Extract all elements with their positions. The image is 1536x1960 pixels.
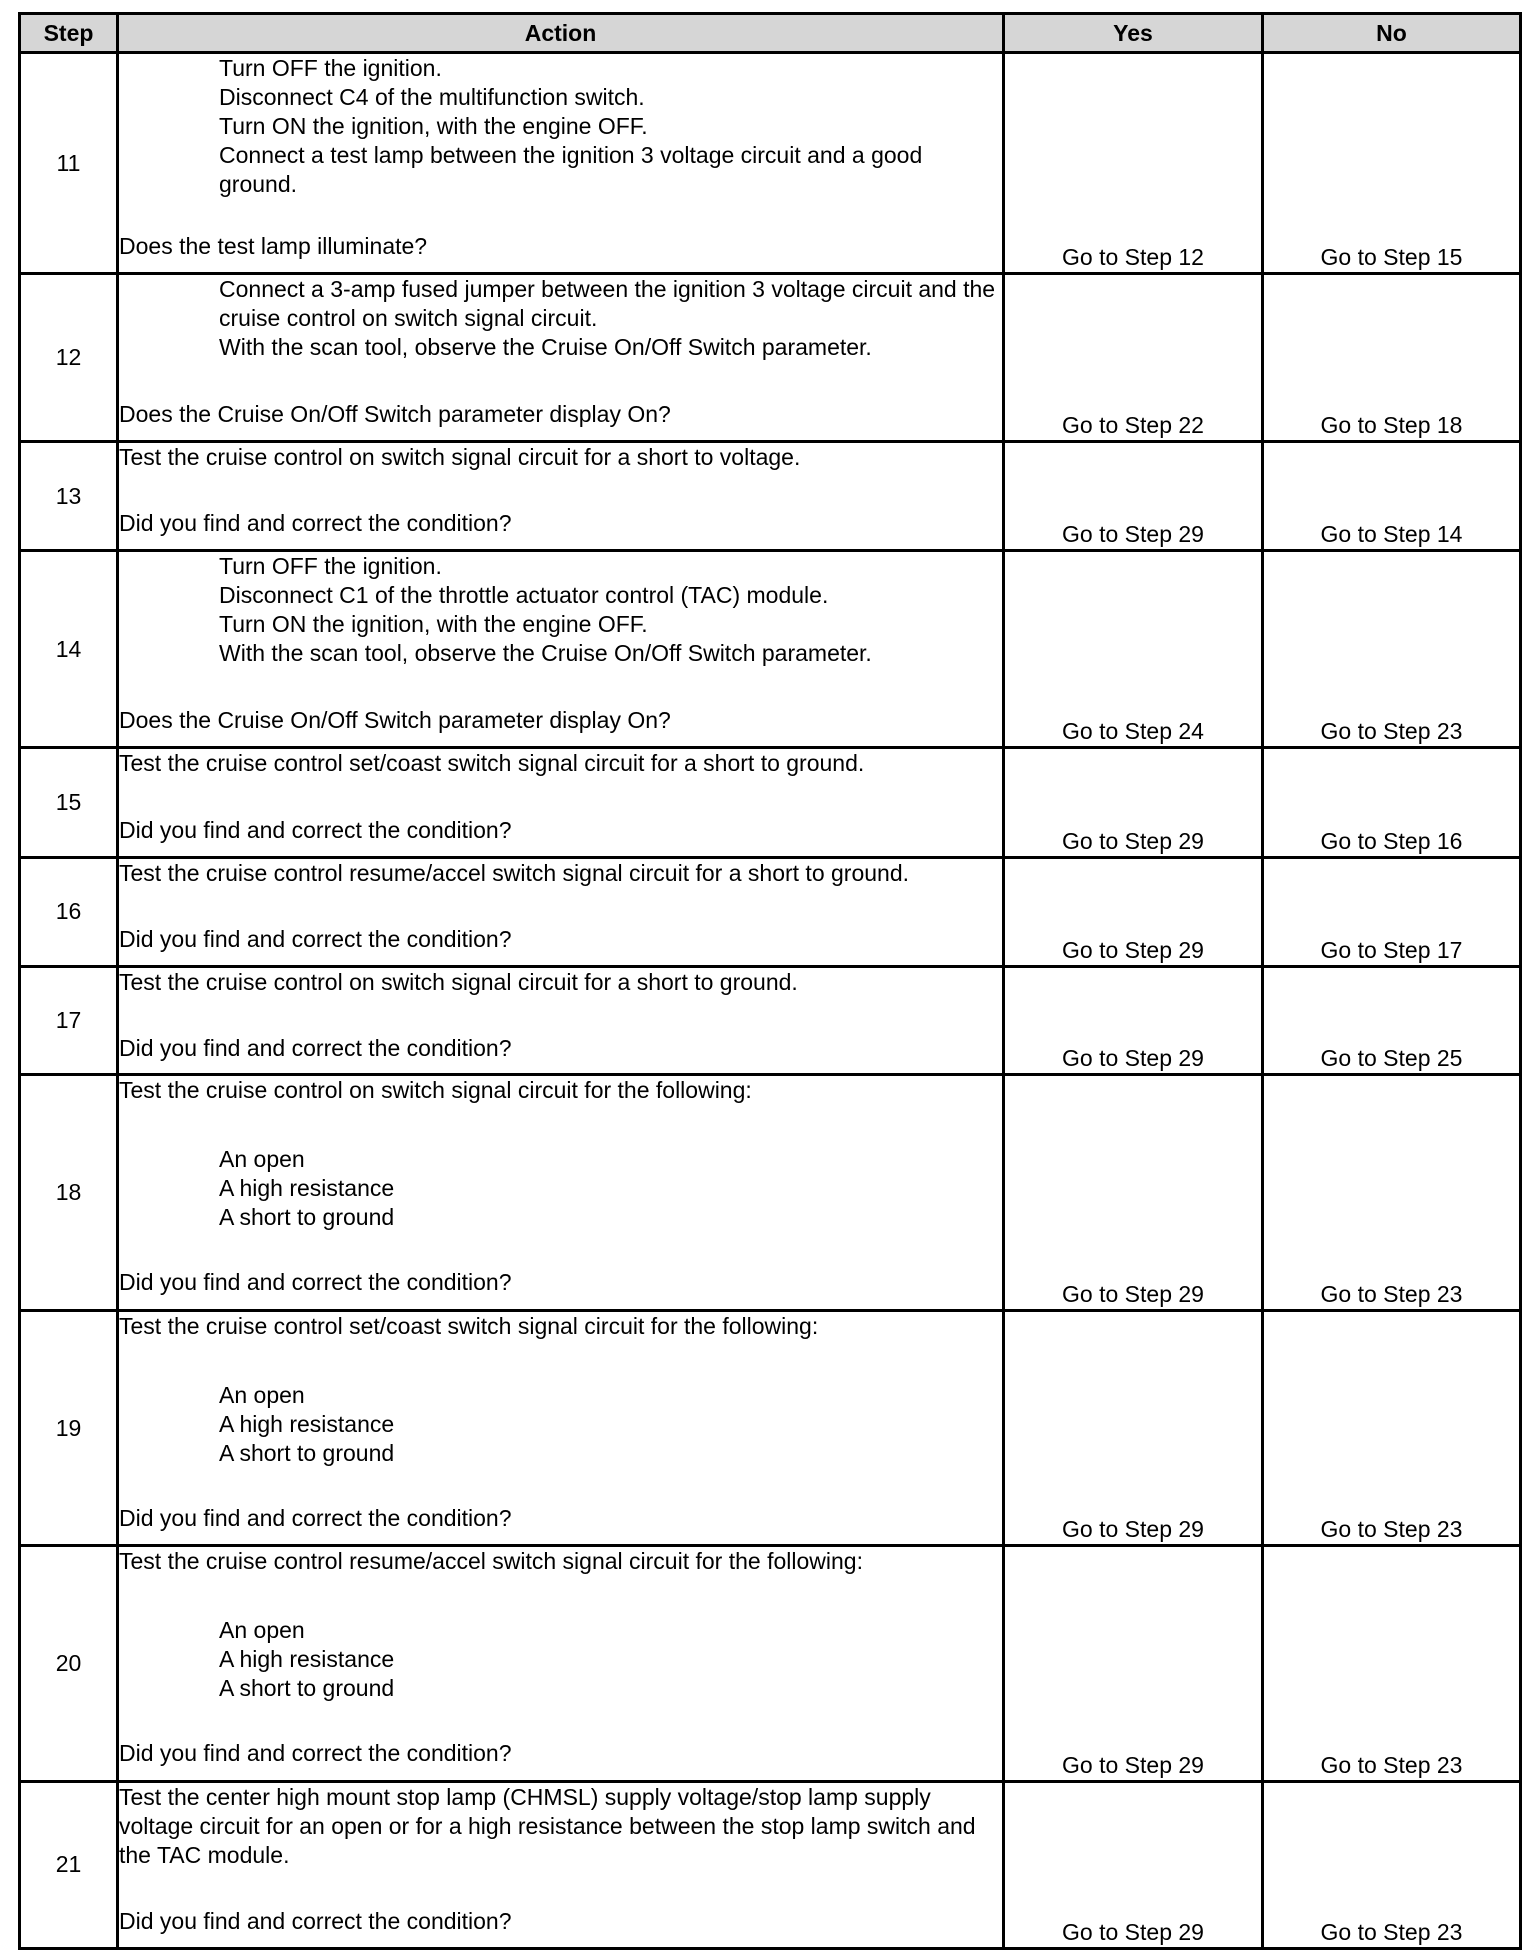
spacer — [119, 888, 1002, 925]
action-cell — [118, 1781, 1004, 1948]
yes-result: Go to Step 22 — [1004, 274, 1263, 442]
action-instruction: Test the cruise control on switch signal circuit for a short to ground. — [119, 968, 798, 995]
list-item: Turn ON the ignition, with the engine OFF. — [219, 113, 648, 139]
yes-result: Go to Step 29 — [1004, 1075, 1263, 1310]
spacer — [119, 1468, 1002, 1504]
header-no: No — [1263, 14, 1521, 53]
header-yes: Yes — [1004, 14, 1263, 53]
table-row — [20, 442, 1521, 551]
header-step: Step — [20, 14, 118, 53]
list-item: Turn OFF the ignition. — [219, 55, 442, 81]
no-result: Go to Step 14 — [1263, 442, 1521, 551]
header-row — [20, 14, 1521, 53]
action-instruction: Test the cruise control set/coast switch signal circuit for a short to ground. — [119, 750, 865, 777]
spacer — [119, 997, 1002, 1034]
action-cell — [118, 551, 1004, 748]
list-item: Connect a test lamp between the ignition 3 voltage circuit and a good ground. — [219, 142, 923, 197]
action-question: Does the Cruise On/Off Switch parameter display On? — [119, 707, 671, 734]
table-row — [20, 1546, 1521, 1781]
yes-result: Go to Step 29 — [1004, 748, 1263, 858]
spacer — [119, 1232, 1002, 1268]
step-number: 20 — [20, 1546, 118, 1781]
no-result: Go to Step 18 — [1263, 274, 1521, 442]
table-row — [20, 551, 1521, 748]
list-item: A short to ground — [219, 1204, 395, 1231]
spacer — [119, 1341, 1002, 1381]
spacer — [119, 1870, 1002, 1907]
step-number: 13 — [20, 442, 118, 551]
yes-result: Go to Step 29 — [1004, 1781, 1263, 1948]
list-item: With the scan tool, observe the Cruise On/Off Switch parameter. — [219, 334, 872, 361]
list-item: Disconnect C1 of the throttle actuator control (TAC) module. — [219, 582, 829, 609]
list-item: A high resistance — [219, 1646, 395, 1673]
action-cell — [118, 748, 1004, 858]
list-item: Turn OFF the ignition. — [219, 553, 442, 580]
action-instruction: Test the cruise control resume/accel switch signal circuit for the following: — [119, 1548, 863, 1575]
action-cell — [118, 1075, 1004, 1310]
action-question: Did you find and correct the condition? — [119, 1907, 512, 1934]
spacer — [119, 199, 1002, 232]
action-question: Did you find and correct the condition? — [119, 817, 512, 844]
step-number: 17 — [20, 966, 118, 1075]
step-number: 21 — [20, 1781, 118, 1948]
action-question: Does the Cruise On/Off Switch parameter display On? — [119, 401, 671, 428]
yes-result: Go to Step 12 — [1004, 53, 1263, 274]
list-item: A high resistance — [219, 1410, 395, 1437]
spacer — [119, 778, 1002, 816]
spacer — [119, 1703, 1002, 1739]
list-item: Disconnect C4 of the multifunction switch. — [219, 84, 645, 110]
action-question: Did you find and correct the condition? — [119, 1269, 512, 1296]
list-item: An open — [219, 1617, 305, 1644]
yes-result: Go to Step 29 — [1004, 442, 1263, 551]
action-instruction: Test the center high mount stop lamp (CHMSL) supply voltage/stop lamp supply voltage circuit for an open or for a high resistance between the stop lamp switch and the TAC module. — [119, 1783, 976, 1868]
list-item: A high resistance — [219, 1175, 395, 1202]
action-cell — [118, 274, 1004, 442]
table-row — [20, 858, 1521, 967]
action-list — [119, 1145, 1002, 1232]
action-instruction: Test the cruise control on switch signal circuit for a short to voltage. — [119, 444, 801, 471]
action-question: Does the test lamp illuminate? — [119, 233, 428, 259]
action-cell — [118, 53, 1004, 274]
table-row — [20, 53, 1521, 274]
no-result: Go to Step 25 — [1263, 966, 1521, 1075]
action-question: Did you find and correct the condition? — [119, 926, 512, 953]
yes-result: Go to Step 29 — [1004, 858, 1263, 967]
spacer — [119, 668, 1002, 706]
action-list — [119, 1381, 1002, 1468]
action-question: Did you find and correct the condition? — [119, 510, 512, 537]
yes-result: Go to Step 29 — [1004, 1546, 1263, 1781]
step-number: 15 — [20, 748, 118, 858]
step-number: 16 — [20, 858, 118, 967]
action-list — [119, 552, 1002, 668]
list-item: Connect a 3-amp fused jumper between the ignition 3 voltage circuit and the cruise control on switch signal circuit. — [219, 276, 996, 332]
action-list — [119, 54, 1002, 199]
no-result: Go to Step 23 — [1263, 1546, 1521, 1781]
no-result: Go to Step 15 — [1263, 53, 1521, 274]
diagnostic-table — [18, 12, 1522, 1950]
spacer — [119, 472, 1002, 509]
table-row — [20, 274, 1521, 442]
no-result: Go to Step 23 — [1263, 551, 1521, 748]
no-result: Go to Step 17 — [1263, 858, 1521, 967]
step-number: 11 — [20, 53, 118, 274]
action-instruction: Test the cruise control resume/accel switch signal circuit for a short to ground. — [119, 860, 910, 887]
yes-result: Go to Step 29 — [1004, 1310, 1263, 1545]
no-result: Go to Step 23 — [1263, 1781, 1521, 1948]
list-item: Turn ON the ignition, with the engine OFF. — [219, 611, 648, 638]
step-number: 12 — [20, 274, 118, 442]
action-cell — [118, 1546, 1004, 1781]
step-number: 18 — [20, 1075, 118, 1310]
list-item: An open — [219, 1146, 305, 1173]
table-row — [20, 1781, 1521, 1948]
spacer — [119, 362, 1002, 400]
no-result: Go to Step 23 — [1263, 1075, 1521, 1310]
action-cell — [118, 442, 1004, 551]
no-result: Go to Step 16 — [1263, 748, 1521, 858]
list-item: A short to ground — [219, 1675, 395, 1702]
list-item: A short to ground — [219, 1439, 395, 1466]
action-question: Did you find and correct the condition? — [119, 1504, 512, 1531]
step-number: 14 — [20, 551, 118, 748]
spacer — [119, 1576, 1002, 1616]
action-cell — [118, 1310, 1004, 1545]
spacer — [119, 1105, 1002, 1145]
action-list — [119, 1616, 1002, 1703]
action-instruction: Test the cruise control set/coast switch signal circuit for the following: — [119, 1312, 819, 1339]
table-row — [20, 748, 1521, 858]
table-row — [20, 966, 1521, 1075]
action-cell — [118, 966, 1004, 1075]
action-instruction: Test the cruise control on switch signal circuit for the following: — [119, 1077, 752, 1104]
list-item: With the scan tool, observe the Cruise On/Off Switch parameter. — [219, 640, 872, 667]
action-list — [119, 275, 1002, 362]
yes-result: Go to Step 24 — [1004, 551, 1263, 748]
action-question: Did you find and correct the condition? — [119, 1740, 512, 1767]
header-action: Action — [118, 14, 1004, 53]
step-number: 19 — [20, 1310, 118, 1545]
action-cell — [118, 858, 1004, 967]
action-question: Did you find and correct the condition? — [119, 1034, 512, 1061]
list-item: An open — [219, 1381, 305, 1408]
table-row — [20, 1310, 1521, 1545]
no-result: Go to Step 23 — [1263, 1310, 1521, 1545]
yes-result: Go to Step 29 — [1004, 966, 1263, 1075]
table-row — [20, 1075, 1521, 1310]
